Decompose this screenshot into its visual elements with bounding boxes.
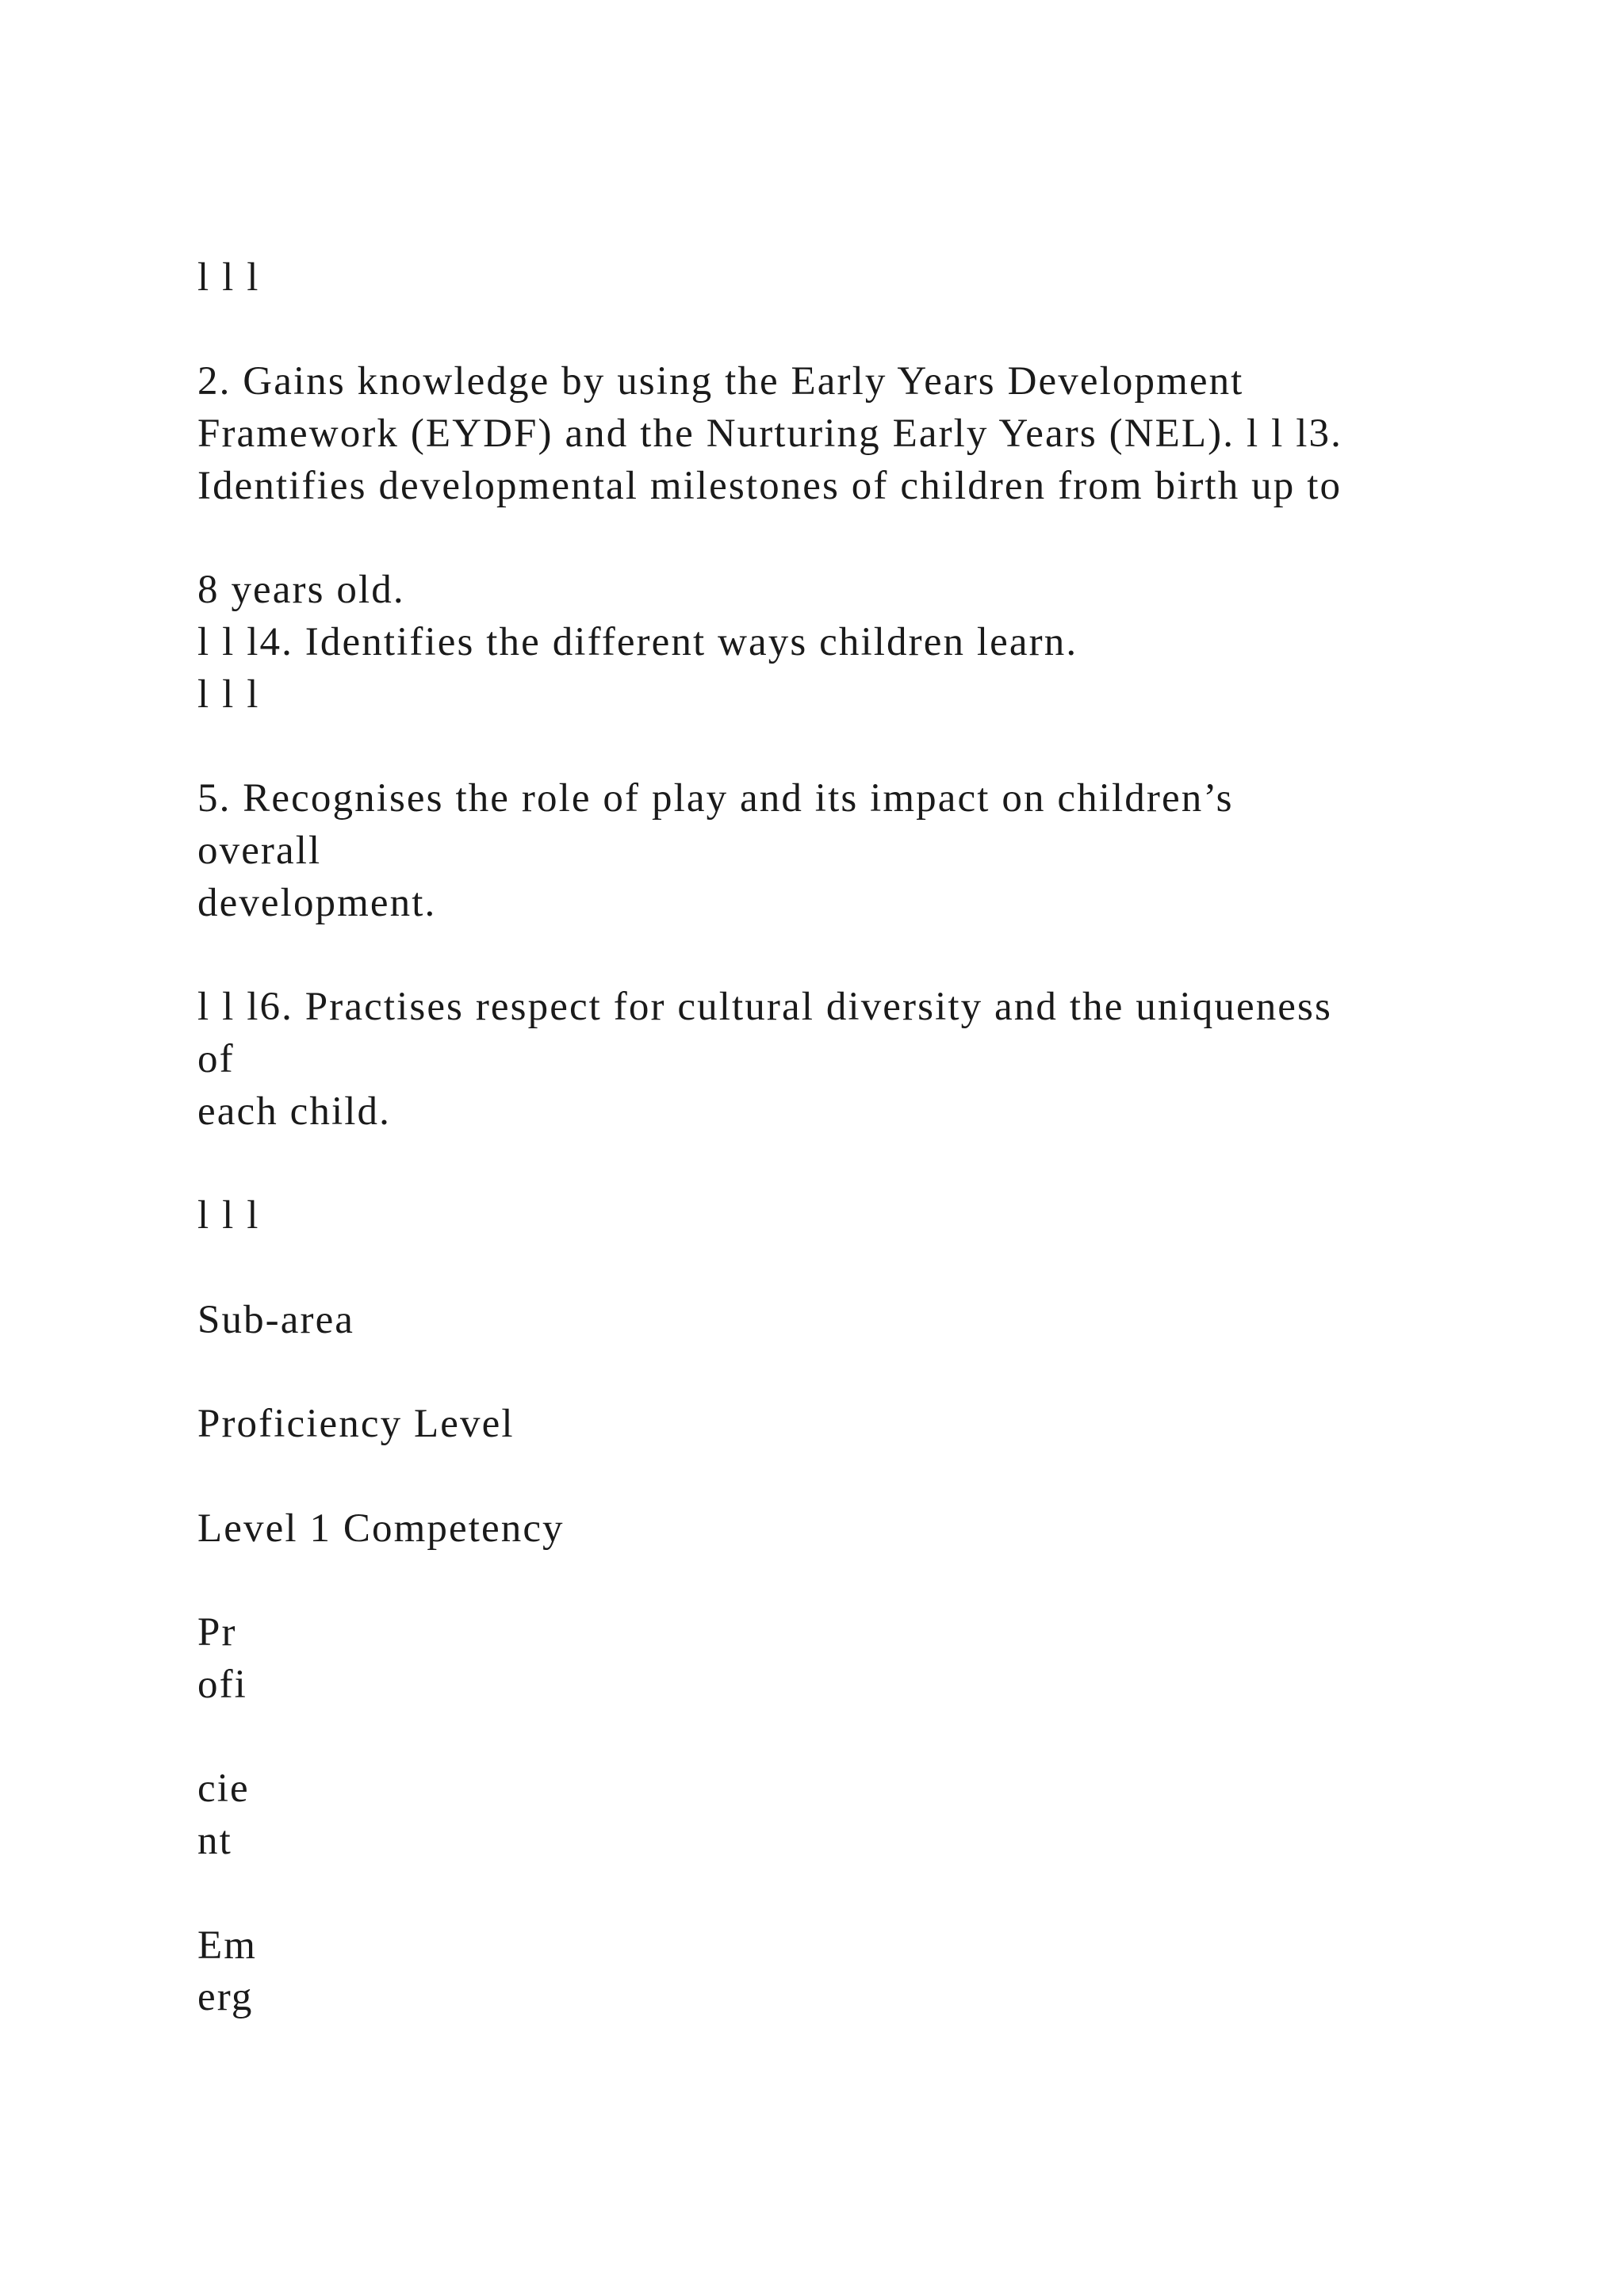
section-heading: Proficiency Level	[197, 1402, 515, 1446]
text-fragment: ofi	[197, 1663, 247, 1707]
text-line: 5. Recognises the role of play and its impact on children’s	[197, 776, 1234, 821]
text-line: 2. Gains knowledge by using the Early Years Development	[197, 359, 1244, 404]
text-line: Identifies developmental milestones of children from birth up to	[197, 464, 1342, 508]
text-line: of	[197, 1037, 235, 1081]
section-heading: Sub-area	[197, 1298, 355, 1342]
text-fragment: Pr	[197, 1610, 237, 1655]
text-line: Framework (EYDF) and the Nurturing Early Years (NEL). l l l3.	[197, 411, 1342, 456]
text-fragment: Em	[197, 1923, 258, 1968]
text-fragment: cie	[197, 1766, 250, 1811]
text-line: 8 years old.	[197, 568, 405, 612]
text-fragment: erg	[197, 1975, 254, 2019]
text-line: l l l	[197, 1193, 260, 1238]
text-line: l l l6. Practises respect for cultural diversity and the uniqueness	[197, 985, 1332, 1029]
text-line: each child.	[197, 1089, 391, 1134]
text-line: l l l4. Identifies the different ways children learn.	[197, 620, 1078, 664]
text-line: l l l	[197, 672, 260, 717]
text-line: development.	[197, 881, 437, 925]
text-line: overall	[197, 828, 322, 873]
text-line: l l l	[197, 255, 260, 300]
section-heading: Level 1 Competency	[197, 1506, 565, 1551]
text-fragment: nt	[197, 1819, 232, 1863]
